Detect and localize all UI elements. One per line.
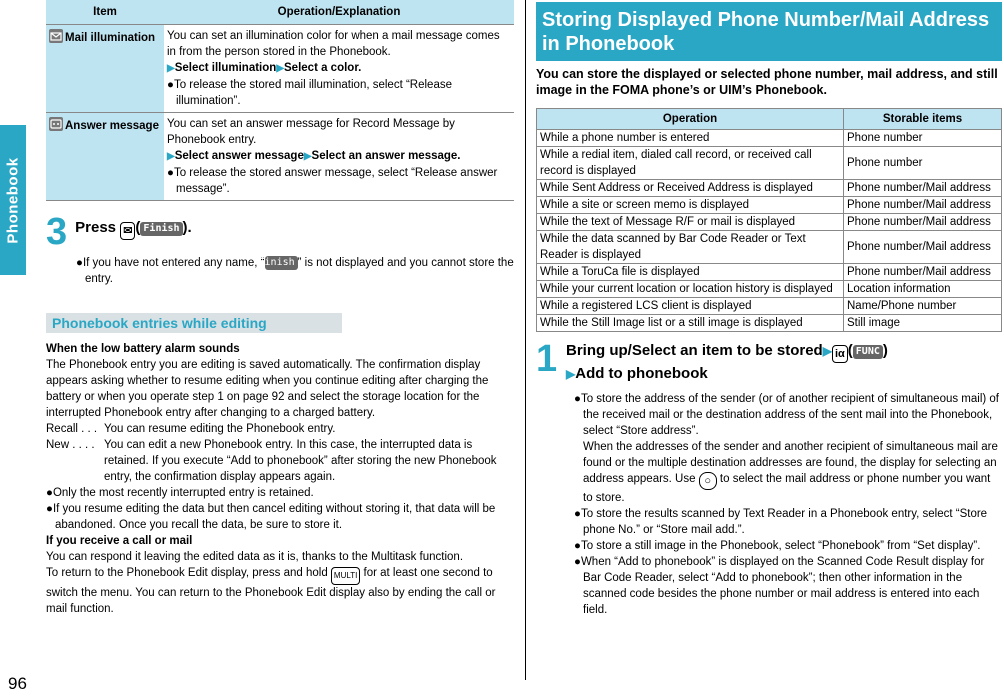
step-1-notes: [574, 391, 1002, 618]
options-table-header: [46, 0, 514, 25]
recall-text: You can resume editing the Phonebook entry.: [104, 423, 336, 435]
step-number: 3: [46, 211, 68, 253]
operation-cell: While the Still Image list or a still image is displayed: [537, 315, 844, 332]
note1b-post: to select the mail address or phone number you want to store.: [583, 473, 991, 504]
row-explanation-cell: [164, 25, 514, 113]
func-softkey: FUNC: [853, 345, 883, 359]
row-op2: Select an answer message.: [311, 150, 461, 162]
low-battery-para: The Phonebook entry you are editing is saved automatically. The confirmation display appears asking whether to resume editing when you continue editing after charging the battery or when you operate step 1 on page 92 and select the storage location for the interrupted Phonebook entry after changing to a charged battery.: [46, 359, 489, 419]
row-item-label: Answer message: [65, 120, 159, 132]
note-2: ●To store the results scanned by Text Reader in a Phonebook entry, select “Store phone No.” or “Store mail add.”.: [574, 508, 988, 536]
row-note: ●To release the stored answer message, select “Release answer message”.: [167, 167, 498, 195]
row-item-label: Mail illumination: [65, 32, 156, 44]
step-3: [46, 213, 514, 251]
arrow-icon: ▶: [303, 151, 312, 162]
storable-cell: Location information: [844, 281, 1002, 298]
header-storable: Storable items: [844, 109, 1002, 130]
storable-items-table: [536, 108, 1002, 332]
arrow-icon: ▶: [822, 344, 832, 358]
note-3: ●To store a still image in the Phonebook, select “Phonebook” from “Set display”.: [574, 540, 981, 552]
table-row: [537, 231, 1002, 264]
table-row: [46, 25, 514, 113]
low-battery-bullet-2: ●If you resume editing the data but then cancel editing without storing it, that data will be abandoned. Once you recall the data, be sure to store it.: [46, 503, 496, 531]
intro-text: You can store the displayed or selected phone number, mail address, and still image in the FOMA phone’s or UIM’s Phonebook.: [536, 67, 998, 97]
finish-softkey-inline: Finish: [265, 256, 298, 270]
table-row: [537, 264, 1002, 281]
table-row: [537, 315, 1002, 332]
operation-cell: While a redial item, dialed call record, or received call record is displayed: [537, 147, 844, 180]
arrow-icon: ▶: [566, 367, 576, 381]
storable-cell: Phone number/Mail address: [844, 180, 1002, 197]
mail-illumination-icon: [49, 29, 63, 43]
operation-cell: While a phone number is entered: [537, 130, 844, 147]
step-3-note: [76, 255, 514, 287]
nav-key-icon: ○: [699, 472, 717, 490]
table-row: [537, 197, 1002, 214]
mail-key-icon: ✉: [120, 222, 135, 240]
storable-cell: Phone number/Mail address: [844, 214, 1002, 231]
step-line2: Add to phonebook: [575, 365, 708, 382]
operation-cell: While the data scanned by Bar Code Reader or Text Reader is displayed: [537, 231, 844, 264]
note1b-pre: When the addresses of the sender and another recipient of simultaneous mail are found or the multiple destination addresses are found, the display for selecting an address appears. Use: [583, 441, 998, 485]
side-tab: [0, 125, 26, 275]
page-number: 96: [8, 674, 27, 693]
column-divider: [525, 0, 526, 680]
i-alpha-key-icon: iα: [832, 345, 848, 363]
header-item: Item: [46, 0, 164, 25]
finish-softkey: Finish: [140, 222, 182, 236]
header-operation: Operation/Explanation: [164, 0, 514, 25]
note-post: ” is not displayed and you cannot store the entry.: [85, 257, 514, 285]
row-op2: Select a color.: [284, 62, 362, 74]
step-press-text: Press: [75, 219, 117, 236]
note-1: ●To store the address of the sender (or of another recipient of simultaneous mail) of the received mail or the destination address of the sent mail into the Phonebook, select “Store address”.: [574, 393, 1000, 437]
arrow-icon: ▶: [167, 63, 175, 74]
row-op1: Select answer message: [174, 150, 304, 162]
arrow-icon: ▶: [276, 63, 285, 74]
new-row: [46, 437, 514, 485]
step-line1: Bring up/Select an item to be stored: [566, 342, 823, 359]
side-tab-label: Phonebook: [4, 156, 22, 244]
step-title: Bring up/Select an item to be stored▶ iα ( FUNC ) ▶Add to phonebook: [566, 342, 888, 382]
storable-cell: Phone number: [844, 130, 1002, 147]
table-row: [537, 214, 1002, 231]
note-pre: ●If you have not entered any name, “: [76, 257, 265, 269]
storable-table-header: [537, 109, 1002, 130]
table-row: [537, 180, 1002, 197]
operation-cell: While your current location or location history is displayed: [537, 281, 844, 298]
note-1b: [574, 439, 1002, 506]
row-op1: Select illumination: [174, 62, 277, 74]
storable-cell: Still image: [844, 315, 1002, 332]
row-operation: [167, 148, 511, 165]
storable-cell: Phone number/Mail address: [844, 231, 1002, 264]
table-row: [537, 130, 1002, 147]
operation-cell: While a site or screen memo is displayed: [537, 197, 844, 214]
header-operation: Operation: [537, 109, 844, 130]
step-number: 1: [536, 338, 558, 380]
call-mail-heading: If you receive a call or mail: [46, 535, 193, 547]
row-operation: [167, 60, 511, 77]
row-item-cell: [46, 25, 164, 113]
low-battery-bullet-1: ●Only the most recently interrupted entry is retained.: [46, 487, 314, 499]
operation-cell: While a registered LCS client is displayed: [537, 298, 844, 315]
para2-pre: To return to the Phonebook Edit display, press and hold: [46, 567, 328, 579]
options-table: [46, 0, 514, 201]
section-heading: Phonebook entries while editing: [46, 313, 342, 333]
new-label: New . . . .: [46, 439, 95, 451]
recall-label: Recall . . .: [46, 423, 98, 435]
storable-cell: Phone number: [844, 147, 1002, 180]
storable-cell: Phone number/Mail address: [844, 197, 1002, 214]
low-battery-heading: When the low battery alarm sounds: [46, 343, 240, 355]
answer-message-icon: [49, 117, 63, 131]
para2-post: for at least one second to switch the menu. You can return to the Phonebook Edit display also by ending the call or mail function.: [46, 567, 496, 615]
row-text: You can set an illumination color for when a mail message comes in from the person stored in the Phonebook.: [167, 30, 500, 58]
table-row: [537, 298, 1002, 315]
operation-cell: While Sent Address or Received Address is displayed: [537, 180, 844, 197]
table-row: [537, 147, 1002, 180]
note-4: ●When “Add to phonebook” is displayed on the Scanned Code Result display for Bar Code Reader, select “Add to phonebook”; then other information in the scanned code besides the phone number or mail address is entered into each field.: [574, 556, 985, 616]
row-explanation-cell: [164, 113, 514, 201]
step-1: [536, 340, 1002, 385]
table-row: [46, 113, 514, 201]
call-mail-para-2: [46, 565, 514, 617]
row-note: ●To release the stored mail illumination, select “Release illumination”.: [167, 79, 452, 107]
storable-cell: Name/Phone number: [844, 298, 1002, 315]
left-column: [46, 0, 514, 617]
storable-cell: Phone number/Mail address: [844, 264, 1002, 281]
multi-key-icon: MULTI: [331, 567, 360, 585]
section-banner: Storing Displayed Phone Number/Mail Address in Phonebook: [536, 2, 1002, 61]
low-battery-section: [46, 341, 514, 617]
arrow-icon: ▶: [167, 151, 175, 162]
row-text: You can set an answer message for Record Message by Phonebook entry.: [167, 118, 455, 146]
step-title: Press ✉ ( Finish ).: [75, 219, 192, 240]
call-mail-para-1: You can respond it leaving the edited data as it is, thanks to the Multitask function.: [46, 551, 464, 563]
right-column: [536, 0, 1002, 618]
row-item-cell: [46, 113, 164, 201]
table-row: [537, 281, 1002, 298]
operation-cell: While a ToruCa file is displayed: [537, 264, 844, 281]
recall-row: [46, 421, 514, 437]
new-text: You can edit a new Phonebook entry. In this case, the interrupted data is retained. If you execute “Add to phonebook” after storing the new Phonebook entry, the confirmation display appears again.: [104, 439, 497, 483]
operation-cell: While the text of Message R/F or mail is displayed: [537, 214, 844, 231]
